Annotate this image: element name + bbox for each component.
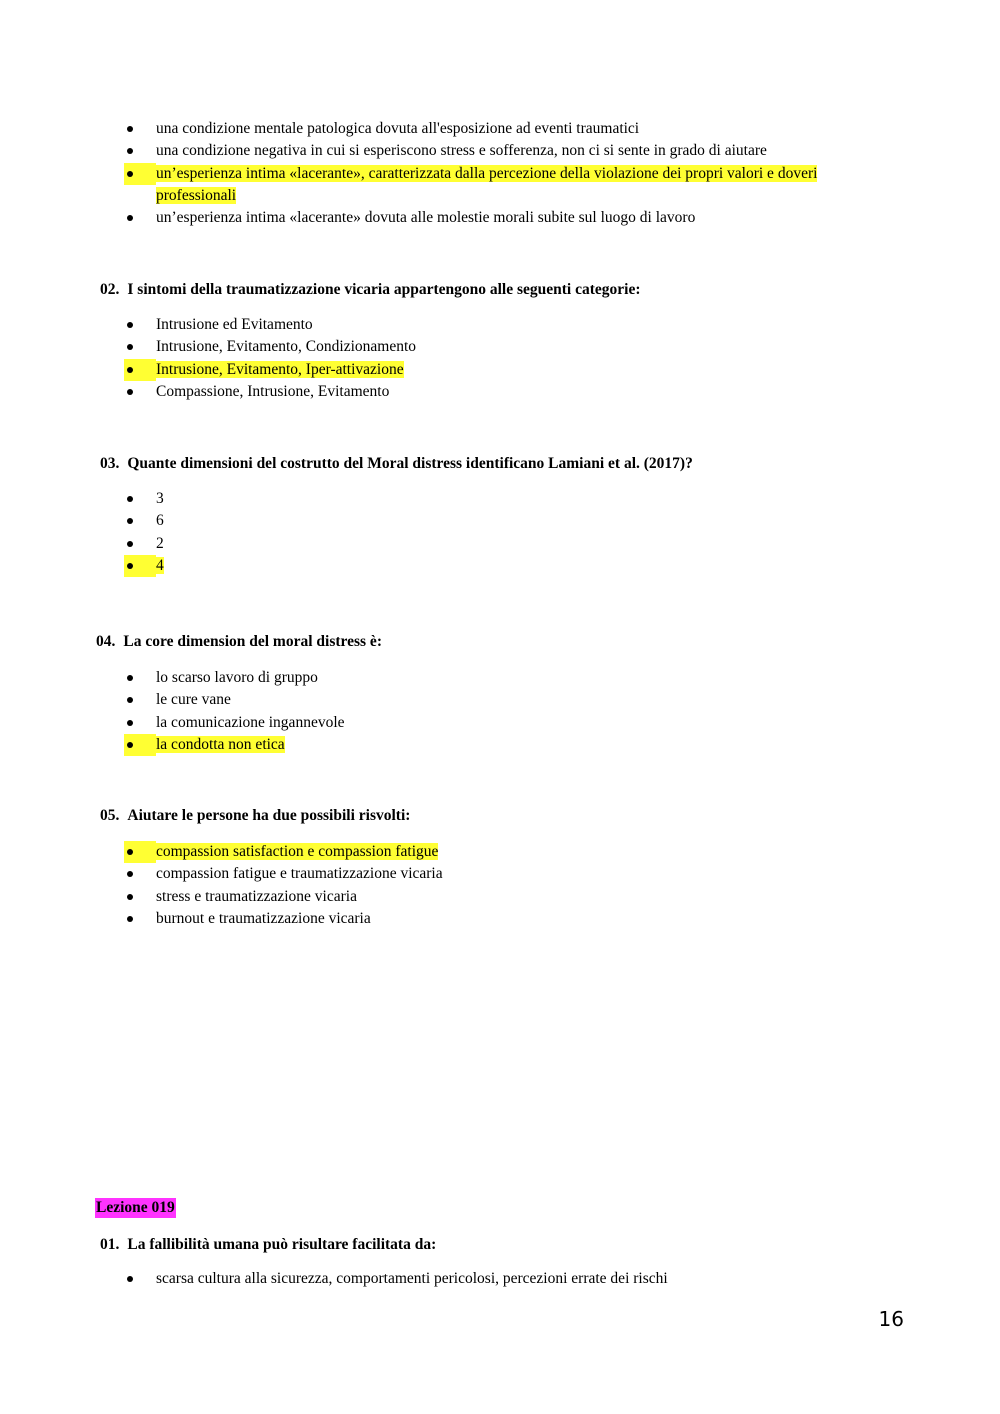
answer-list [124,314,884,403]
answer-option: compassion fatigue e traumatizzazione vicaria [156,865,443,883]
answer-option: Compassione, Intrusione, Evitamento [156,382,390,400]
answer-option: Intrusione ed Evitamento [156,316,313,333]
answer-option-correct: compassion satisfaction e compassion fatigue [124,841,884,863]
bullet-icon [124,734,156,756]
answer-option: un’esperienza intima «lacerante» dovuta alle molestie morali subite sul luogo di lavoro [156,209,696,227]
answer-list [124,118,884,229]
bullet-icon [124,359,156,381]
answer-option: 3 [156,490,164,507]
question-heading: 04. La core dimension del moral distress è: [96,633,382,650]
question-heading: 02. I sintomi della traumatizzazione vicaria appartengono alle seguenti categorie: [100,281,641,298]
question-heading: 03. Quante dimensioni del costrutto del Moral distress identificano Lamiani et al. (2017)? [100,455,693,472]
page-number: 16 [878,1307,904,1331]
answer-option-correct: 4 [124,555,884,577]
answer-option-correct: un’esperienza intima «lacerante», caratterizzata dalla percezione della violazione dei propri valori e doveri professionali [124,163,884,208]
answer-option: Intrusione, Evitamento, Condizionamento [156,338,417,356]
answer-option: burnout e traumatizzazione vicaria [156,909,371,927]
question-heading: 05. Aiutare le persone ha due possibili risvolti: [100,807,411,824]
answer-option: 2 [156,534,164,552]
answer-option-correct: la condotta non etica [124,734,884,756]
answer-list [124,667,884,756]
answer-list [124,1268,884,1290]
answer-list [124,841,884,930]
bullet-icon [124,555,156,577]
answer-option: una condizione negativa in cui si esperiscono stress e sofferenza, non ci si sente in grado di aiutare [156,142,767,160]
answer-option: scarsa cultura alla sicurezza, comportamenti pericolosi, percezioni errate dei rischi [156,1270,668,1287]
bullet-icon [124,163,156,185]
answer-option: 6 [156,512,164,530]
lesson-heading: Lezione 019 [96,1199,175,1216]
bullet-icon [124,841,156,863]
answer-option: lo scarso lavoro di gruppo [156,669,318,686]
question-heading: 01. La fallibilità umana può risultare facilitata da: [100,1236,437,1253]
answer-list [124,488,884,577]
answer-option: le cure vane [156,691,231,709]
answer-option: la comunicazione ingannevole [156,713,345,731]
answer-option-correct: Intrusione, Evitamento, Iper-attivazione [124,359,884,381]
answer-option: stress e traumatizzazione vicaria [156,887,357,905]
answer-option: una condizione mentale patologica dovuta all'esposizione ad eventi traumatici [156,120,640,137]
